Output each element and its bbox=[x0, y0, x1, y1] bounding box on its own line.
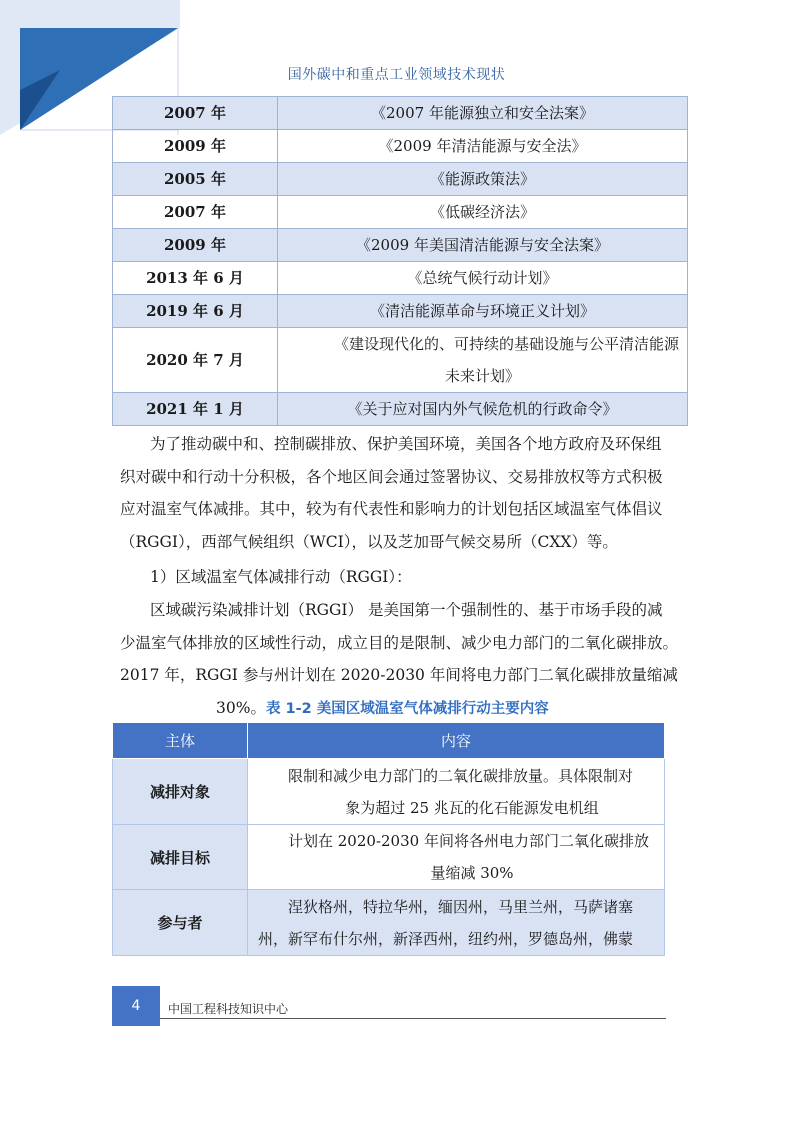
year-cell: 2005 年 bbox=[113, 163, 278, 196]
table-row bbox=[113, 890, 665, 956]
table-row bbox=[113, 196, 688, 229]
year-cell: 2007 年 bbox=[113, 196, 278, 229]
text-line: 织对碳中和行动十分积极，各个地区间会通过签署协议、交易排放权等方式积极 bbox=[120, 467, 663, 486]
header-title: 国外碳中和重点工业领域技术现状 bbox=[287, 67, 506, 83]
content-line: 限制和减少电力部门的二氧化碳排放量。具体限制对 bbox=[288, 766, 634, 785]
law-name-cell: 《2009 年清洁能源与安全法》 bbox=[278, 130, 688, 163]
content-line: 量缩减 30% bbox=[430, 864, 514, 882]
year-cell: 2021 年 1 月 bbox=[113, 393, 278, 426]
law-name-cell: 《2009 年美国清洁能源与安全法案》 bbox=[278, 229, 688, 262]
text-line bbox=[120, 692, 668, 726]
content-cell bbox=[248, 759, 665, 825]
content-line: 计划在 2020-2030 年间将各州电力部门二氧化碳排放 bbox=[288, 832, 649, 850]
content-line: 象为超过 25 兆瓦的化石能源发电机组 bbox=[345, 798, 599, 817]
law-name-cell bbox=[278, 328, 688, 393]
page-number: 4 bbox=[112, 986, 160, 1026]
law-name-cell: 《关于应对国内外气候危机的行政命令》 bbox=[278, 393, 688, 426]
content-cell bbox=[248, 825, 665, 890]
text-line: 应对温室气体减排。其中，较为有代表性和影响力的计划包括区域温室气体倡议 bbox=[120, 500, 663, 518]
table-row bbox=[113, 229, 688, 262]
table-row bbox=[113, 97, 688, 130]
table-row bbox=[113, 163, 688, 196]
law-name-cell: 《2007 年能源独立和安全法案》 bbox=[278, 97, 688, 130]
year-cell: 2019 年 6 月 bbox=[113, 295, 278, 328]
law-name-cell: 《清洁能源革命与环境正义计划》 bbox=[278, 295, 688, 328]
text-line: 少温室气体排放的区域性行动，成立目的是限制、减少电力部门的二氧化碳排放。 bbox=[120, 633, 679, 652]
column-header-subject: 主体 bbox=[113, 723, 248, 759]
table-row bbox=[113, 825, 665, 890]
year-cell: 2020 年 7 月 bbox=[113, 328, 278, 393]
subject-cell: 参与者 bbox=[113, 890, 248, 956]
table-row bbox=[113, 295, 688, 328]
content-line: 州，新罕布什尔州，新泽西州，纽约州，罗德岛州，佛蒙 bbox=[258, 929, 634, 948]
column-header-content: 内容 bbox=[248, 723, 665, 759]
table-caption: 表 1-2 美国区域温室气体减排行动主要内容 bbox=[265, 700, 549, 717]
law-name-line: 未来计划》 bbox=[444, 367, 520, 385]
law-name-cell: 《总统气候行动计划》 bbox=[278, 262, 688, 295]
table-row bbox=[113, 759, 665, 825]
paragraph-intro bbox=[120, 428, 668, 558]
law-name-line: 《建设现代化的、可持续的基础设施与公平清洁能源 bbox=[333, 335, 679, 353]
subject-cell: 减排目标 bbox=[113, 825, 248, 890]
content-cell bbox=[248, 890, 665, 956]
table-row bbox=[113, 328, 688, 393]
law-name-cell: 《低碳经济法》 bbox=[278, 196, 688, 229]
text-line: 2017 年，RGGI 参与州计划在 2020-2030 年间将电力部门二氧化碳排放量缩减 bbox=[120, 666, 678, 684]
table-row bbox=[113, 262, 688, 295]
year-cell: 2009 年 bbox=[113, 229, 278, 262]
law-table bbox=[112, 96, 688, 426]
table-row bbox=[113, 130, 688, 163]
text-line: （RGGI），西部气候组织（WCI），以及芝加哥气候交易所（CXX）等。 bbox=[120, 532, 618, 551]
section-heading: 1）区域温室气体减排行动（RGGI）： bbox=[150, 568, 412, 586]
table-header-row bbox=[113, 723, 665, 759]
year-cell: 2013 年 6 月 bbox=[113, 262, 278, 295]
text-line: 为了推动碳中和、控制碳排放、保护美国环境，美国各个地方政府及环保组 bbox=[150, 435, 662, 453]
paragraph-rggi bbox=[120, 594, 679, 725]
text-fragment: 30%。 bbox=[216, 698, 266, 717]
table-row bbox=[113, 393, 688, 426]
content-line: 涅狄格州，特拉华州，缅因州，马里兰州，马萨诸塞 bbox=[288, 897, 634, 916]
footer-org: 中国工程科技知识中心 bbox=[168, 1002, 289, 1016]
footer-divider bbox=[160, 1018, 666, 1019]
year-cell: 2007 年 bbox=[113, 97, 278, 130]
law-name-cell: 《能源政策法》 bbox=[278, 163, 688, 196]
rggi-table bbox=[112, 722, 665, 956]
text-line: 区域碳污染减排计划（RGGI） 是美国第一个强制性的、基于市场手段的减 bbox=[150, 601, 663, 619]
year-cell: 2009 年 bbox=[113, 130, 278, 163]
subject-cell: 减排对象 bbox=[113, 759, 248, 825]
